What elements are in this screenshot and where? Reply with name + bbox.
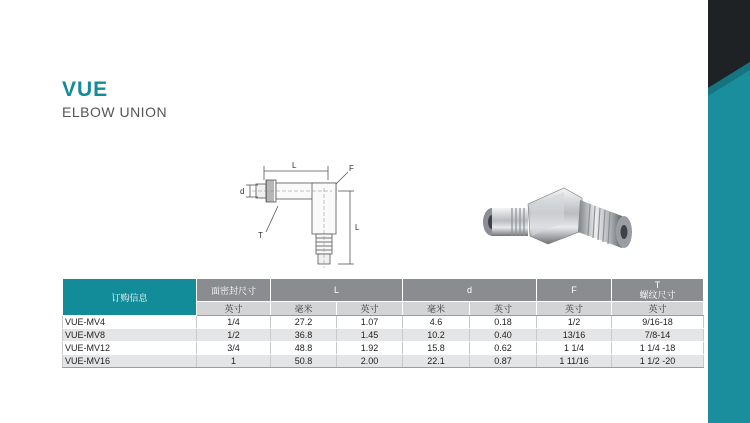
- unit-l-inch: 英寸: [337, 302, 403, 316]
- cell-f: 13/16: [537, 329, 612, 342]
- cell-l-mm: 27.2: [271, 316, 337, 329]
- header-t-symbol: T: [654, 280, 661, 290]
- cell-size: 1/4: [197, 316, 271, 329]
- product-code: VUE: [62, 78, 109, 101]
- header-f: F: [537, 279, 612, 302]
- cell-d-inch: 0.18: [470, 316, 537, 329]
- table-row: [63, 342, 704, 355]
- cell-d-mm: 22.1: [403, 355, 470, 368]
- cell-d-inch: 0.62: [470, 342, 537, 355]
- cell-f: 1 1/4: [537, 342, 612, 355]
- cell-l-mm: 50.8: [271, 355, 337, 368]
- header-order-info: 订购信息: [63, 279, 197, 316]
- unit-size-inch: 英寸: [197, 302, 271, 316]
- cell-model: VUE-MV12: [63, 342, 197, 355]
- drawing-label-d: d: [240, 187, 245, 196]
- cell-size: 1: [197, 355, 271, 368]
- cell-size: 3/4: [197, 342, 271, 355]
- cell-l-inch: 2.00: [337, 355, 403, 368]
- product-photo: [472, 178, 642, 260]
- cell-l-inch: 1.92: [337, 342, 403, 355]
- header-t-name: 螺纹尺寸: [639, 290, 676, 300]
- cell-d-mm: 4.6: [403, 316, 470, 329]
- cell-model: VUE-MV8: [63, 329, 197, 342]
- header-l: L: [271, 279, 403, 302]
- specification-table: [62, 278, 704, 368]
- table-row: [63, 355, 704, 368]
- unit-d-mm: 毫米: [403, 302, 470, 316]
- unit-t-inch: 英寸: [612, 302, 704, 316]
- header-t: [612, 279, 704, 302]
- table-row: [63, 329, 704, 342]
- cell-d-inch: 0.40: [470, 329, 537, 342]
- side-decor-band: [708, 0, 750, 423]
- cell-f: 1/2: [537, 316, 612, 329]
- cell-f: 1 11/16: [537, 355, 612, 368]
- drawing-label-l-side: L: [355, 223, 360, 232]
- drawing-label-f: F: [349, 164, 354, 173]
- cell-size: 1/2: [197, 329, 271, 342]
- drawing-label-t: T: [258, 231, 263, 240]
- header-face-seal-size: 面密封尺寸: [197, 279, 271, 302]
- technical-drawing: [236, 158, 366, 270]
- product-name: ELBOW UNION: [62, 104, 168, 120]
- header-d: d: [403, 279, 537, 302]
- cell-d-mm: 10.2: [403, 329, 470, 342]
- cell-d-mm: 15.8: [403, 342, 470, 355]
- table-row: [63, 316, 704, 329]
- cell-model: VUE-MV16: [63, 355, 197, 368]
- cell-l-inch: 1.45: [337, 329, 403, 342]
- unit-f-inch: 英寸: [537, 302, 612, 316]
- cell-t: 7/8-14: [612, 329, 704, 342]
- cell-t: 1 1/2 -20: [612, 355, 704, 368]
- drawing-label-l-top: L: [292, 161, 297, 170]
- unit-l-mm: 毫米: [271, 302, 337, 316]
- cell-t: 9/16-18: [612, 316, 704, 329]
- cell-l-inch: 1.07: [337, 316, 403, 329]
- cell-t: 1 1/4 -18: [612, 342, 704, 355]
- cell-model: VUE-MV4: [63, 316, 197, 329]
- cell-l-mm: 36.8: [271, 329, 337, 342]
- cell-l-mm: 48.8: [271, 342, 337, 355]
- unit-d-inch: 英寸: [470, 302, 537, 316]
- cell-d-inch: 0.87: [470, 355, 537, 368]
